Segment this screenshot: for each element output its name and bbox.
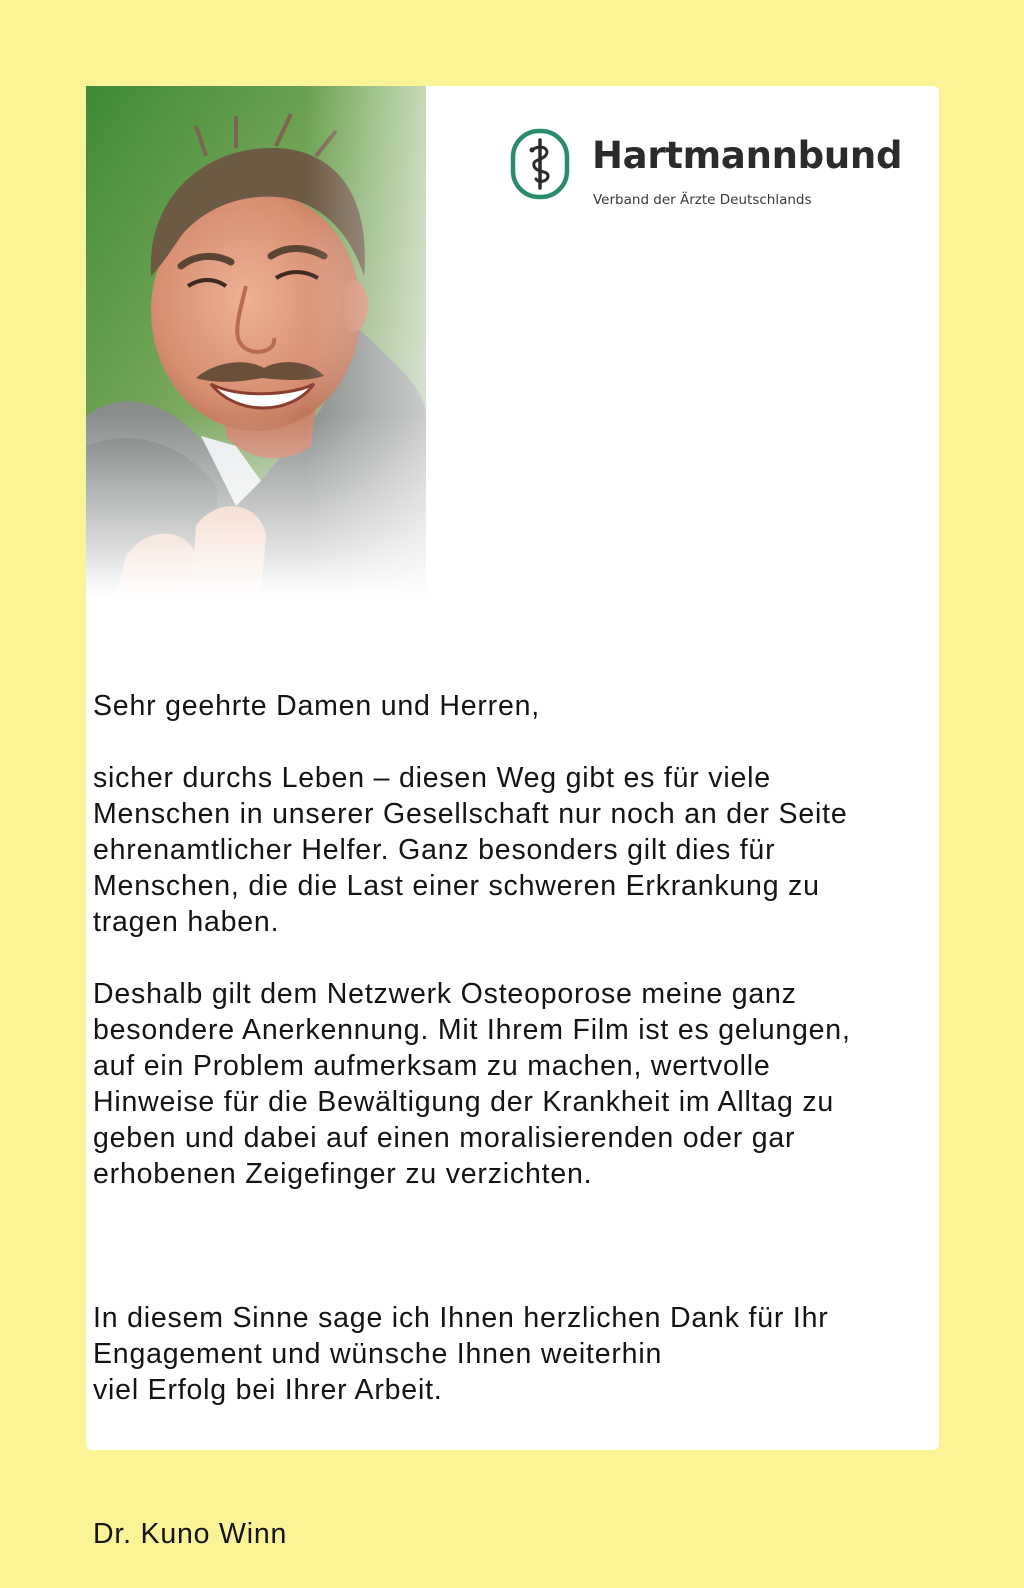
paragraph-spacer	[93, 1444, 933, 1480]
portrait-photo	[86, 86, 426, 596]
letter-paragraph-2: Deshalb gilt dem Netzwerk Osteoporose meine ganz besondere Anerkennung. Mit Ihrem Film ist es gelungen, auf ein Problem aufmerksam zu machen, wertvolle Hinweise für die Bewältigung der Krankheit im Alltag zu geben und dabei auf einen moralisierenden oder gar erhobenen Zeigefinger zu verzichten.	[93, 978, 851, 1190]
logo-tagline: Verband der Ärzte Deutschlands	[593, 192, 812, 208]
letter-card	[86, 86, 939, 1550]
rod-of-asclepius-icon	[510, 128, 570, 200]
letter-salutation: Sehr geehrte Damen und Herren,	[93, 690, 540, 722]
logo-name: Hartmannbund	[592, 134, 903, 177]
letter-paragraph-3: In diesem Sinne sage ich Ihnen herzlichen Dank für Ihr Engagement und wünsche Ihnen weiterhin viel Erfolg bei Ihrer Arbeit.	[93, 1302, 829, 1406]
paragraph-spacer	[93, 1228, 933, 1264]
letter-signature: Dr. Kuno Winn	[93, 1518, 288, 1550]
letter-body	[93, 652, 933, 1588]
hartmannbund-logo	[510, 126, 910, 212]
letter-paragraph-1: sicher durchs Leben – diesen Weg gibt es für viele Menschen in unserer Gesellschaft nur noch an der Seite ehrenamtlicher Helfer. Ganz besonders gilt dies für Menschen, die die Last einer schweren Erkrankung zu tragen haben.	[93, 762, 848, 938]
